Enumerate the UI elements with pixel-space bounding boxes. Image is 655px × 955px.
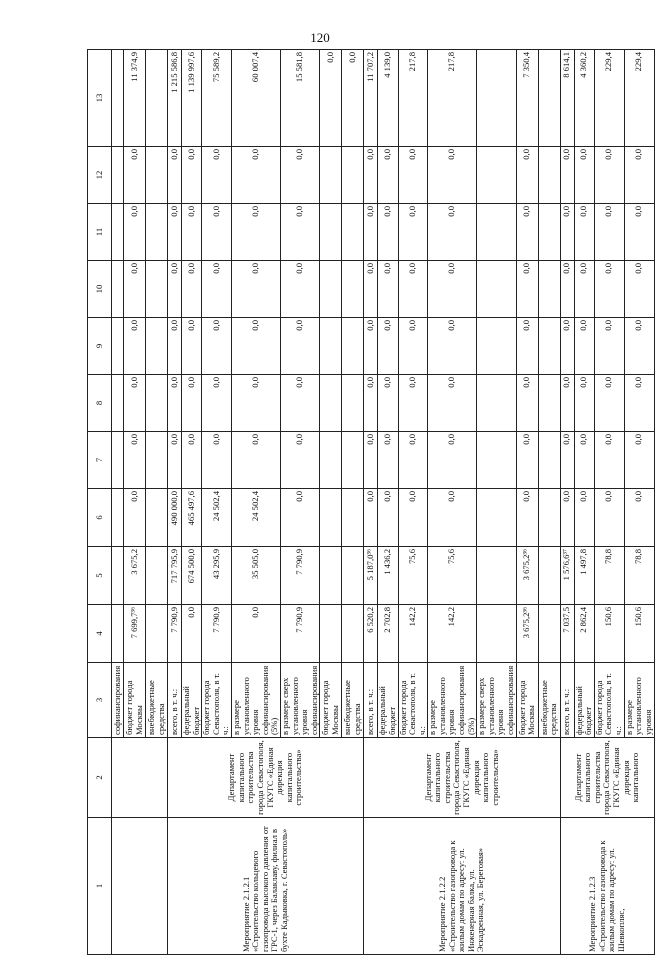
value-cell: 0,0: [168, 375, 182, 432]
value-cell: 35 505,0: [231, 547, 280, 605]
value-cell: 0,0: [378, 489, 398, 547]
value-cell: 0,0: [182, 375, 202, 432]
column-header-1: 1: [88, 818, 112, 955]
funding-source-label: федеральный бюджет: [574, 663, 594, 738]
value-cell: 0,0: [168, 432, 182, 489]
funding-source-label: бюджет города Москвы: [320, 663, 342, 738]
value-cell: 0,0: [364, 318, 378, 375]
value-cell: 11 374,9: [124, 50, 146, 147]
value-cell: 229,4: [624, 50, 654, 147]
value-cell: 3 675,2³⁶: [516, 547, 538, 605]
value-cell: [477, 204, 516, 261]
value-cell: 0,0: [594, 375, 624, 432]
value-cell: 0,0: [624, 489, 654, 547]
funding-source-label: бюджет города Севастополя, в т. ч.:: [398, 663, 428, 738]
funding-source-label: софинансирования: [112, 663, 124, 738]
value-cell: [320, 432, 342, 489]
value-cell: 7 037,5: [560, 605, 574, 663]
value-cell: 217,8: [398, 50, 428, 147]
value-cell: 0,0: [168, 318, 182, 375]
value-cell: 0,0: [124, 375, 146, 432]
value-cell: 0,0: [124, 261, 146, 318]
value-cell: 0,0: [574, 147, 594, 204]
value-cell: [320, 261, 342, 318]
value-cell: 1 436,2: [378, 547, 398, 605]
column-header-10: 10: [88, 261, 112, 318]
value-cell: 0,0: [231, 432, 280, 489]
value-cell: 0,0: [560, 375, 574, 432]
value-cell: [112, 547, 124, 605]
value-cell: [320, 204, 342, 261]
value-cell: [342, 204, 364, 261]
value-cell: 0,0: [231, 147, 280, 204]
value-cell: [477, 50, 516, 147]
value-cell: [477, 375, 516, 432]
value-cell: [112, 375, 124, 432]
value-cell: 150,6: [624, 605, 654, 663]
value-cell: [146, 318, 168, 375]
value-cell: 0,0: [202, 147, 232, 204]
value-cell: 0,0: [124, 204, 146, 261]
value-cell: 0,0: [182, 432, 202, 489]
value-cell: 142,2: [398, 605, 428, 663]
value-cell: [477, 147, 516, 204]
value-cell: 0,0: [428, 261, 477, 318]
value-cell: 0,0: [574, 432, 594, 489]
funding-source-label: внебюджетные средства: [146, 663, 168, 738]
column-header-3: 3: [88, 663, 112, 738]
value-cell: 0,0: [124, 489, 146, 547]
value-cell: 0,0: [594, 489, 624, 547]
value-cell: 0,0: [398, 489, 428, 547]
funding-source-label: бюджет города Севастополя, в т. ч.:: [594, 663, 624, 738]
value-cell: [146, 489, 168, 547]
value-cell: [112, 204, 124, 261]
funding-source-label: в размере установленного уровня софинансирования (5%): [428, 663, 477, 738]
value-cell: 0,0: [364, 489, 378, 547]
value-cell: [320, 547, 342, 605]
value-cell: 0,0: [398, 432, 428, 489]
column-header-12: 12: [88, 147, 112, 204]
value-cell: 0,0: [124, 318, 146, 375]
value-cell: 0,0: [428, 318, 477, 375]
value-cell: [538, 204, 560, 261]
value-cell: [146, 50, 168, 147]
value-cell: [342, 318, 364, 375]
value-cell: 0,0: [182, 318, 202, 375]
funding-source-label: в размере установленного уровня: [624, 663, 654, 738]
value-cell: 0,0: [560, 432, 574, 489]
value-cell: 0,0: [202, 204, 232, 261]
value-cell: [342, 605, 364, 663]
value-cell: 465 497,6: [182, 489, 202, 547]
table-row: [112, 50, 124, 955]
column-header-6: 6: [88, 489, 112, 547]
value-cell: 0,0: [124, 432, 146, 489]
funding-source-label: всего, в т. ч.:: [560, 663, 574, 738]
value-cell: [146, 147, 168, 204]
value-cell: 0,0: [624, 261, 654, 318]
value-cell: 1 215 586,8: [168, 50, 182, 147]
column-header-7: 7: [88, 432, 112, 489]
value-cell: [342, 147, 364, 204]
value-cell: 0,0: [398, 318, 428, 375]
value-cell: [477, 605, 516, 663]
value-cell: [146, 204, 168, 261]
value-cell: 0,0: [378, 375, 398, 432]
value-cell: 0,0: [594, 204, 624, 261]
table-row: [560, 50, 574, 955]
value-cell: 4 360,2: [574, 50, 594, 147]
value-cell: 0,0: [280, 432, 319, 489]
value-cell: [146, 605, 168, 663]
value-cell: 7 350,4: [516, 50, 538, 147]
value-cell: 0,0: [398, 204, 428, 261]
value-cell: 0,0: [398, 147, 428, 204]
value-cell: 0,0: [560, 261, 574, 318]
value-cell: 0,0: [202, 432, 232, 489]
object-name-cell: Мероприятие 2.1.2.1 «Строительство кольцевого газопровода высокого давления от ГРС-1, через Балаклаву, филиал в бухте Кадыковка, г. Севастополь»: [168, 818, 364, 955]
value-cell: [320, 318, 342, 375]
funding-source-label: в размере сверх установленного уровня софинансирования: [280, 663, 319, 738]
value-cell: 8 614,1: [560, 50, 574, 147]
value-cell: [342, 489, 364, 547]
funding-source-label: в размере сверх установленного уровня софинансирования: [477, 663, 516, 738]
value-cell: 0,0: [594, 147, 624, 204]
financing-table: [87, 49, 655, 955]
table-row: [364, 50, 378, 955]
value-cell: [146, 432, 168, 489]
funding-source-label: бюджет города Севастополя, в т. ч.:: [202, 663, 232, 738]
value-cell: 0,0: [560, 318, 574, 375]
funding-source-label: в размере установленного уровня софинансирования (5%): [231, 663, 280, 738]
value-cell: 142,2: [428, 605, 477, 663]
funding-source-label: внебюджетные средства: [538, 663, 560, 738]
value-cell: 0,0: [364, 432, 378, 489]
value-cell: [477, 261, 516, 318]
value-cell: 7 699,7³⁶: [124, 605, 146, 663]
value-cell: [538, 147, 560, 204]
value-cell: 0,0: [516, 375, 538, 432]
value-cell: 7 790,9: [202, 605, 232, 663]
value-cell: 3 675,2³⁶: [516, 605, 538, 663]
value-cell: [320, 489, 342, 547]
funding-source-label: федеральный бюджет: [378, 663, 398, 738]
value-cell: 4 139,0: [378, 50, 398, 147]
value-cell: [538, 261, 560, 318]
value-cell: 674 500,0: [182, 547, 202, 605]
value-cell: 0,0: [574, 318, 594, 375]
value-cell: [538, 375, 560, 432]
value-cell: 0,0: [231, 318, 280, 375]
value-cell: 490 000,0: [168, 489, 182, 547]
value-cell: 60 007,4: [231, 50, 280, 147]
value-cell: 3 675,2: [124, 547, 146, 605]
department-cell: Департамент капитального строительства города Севастополя, ГКУГС «Единая дирекция капитального строительства»: [168, 738, 364, 818]
funding-source-label: бюджет города Москвы: [516, 663, 538, 738]
value-cell: 0,0: [560, 489, 574, 547]
value-cell: [112, 318, 124, 375]
empty-object-cell: [112, 818, 168, 955]
value-cell: [342, 261, 364, 318]
empty-department-cell: [112, 738, 168, 818]
funding-source-label: федеральный бюджет: [182, 663, 202, 738]
value-cell: 0,0: [168, 204, 182, 261]
value-cell: [538, 318, 560, 375]
value-cell: 2 862,4: [574, 605, 594, 663]
value-cell: 7 790,9: [168, 605, 182, 663]
value-cell: 0,0: [280, 147, 319, 204]
value-cell: 0,0: [516, 489, 538, 547]
value-cell: 229,4: [594, 50, 624, 147]
value-cell: 0,0: [231, 605, 280, 663]
value-cell: 0,0: [594, 318, 624, 375]
value-cell: 0,0: [280, 261, 319, 318]
department-cell: Департамент капитального строительства города Севастополя, ГКУГС «Единая дирекция капитального: [560, 738, 654, 818]
value-cell: [342, 432, 364, 489]
value-cell: 0,0: [231, 375, 280, 432]
value-cell: 0,0: [560, 204, 574, 261]
value-cell: [320, 605, 342, 663]
value-cell: 7 790,9: [280, 605, 319, 663]
value-cell: 6 520,2: [364, 605, 378, 663]
funding-source-label: всего, в т. ч.:: [364, 663, 378, 738]
value-cell: 0,0: [364, 147, 378, 204]
value-cell: [538, 547, 560, 605]
value-cell: 75,6: [428, 547, 477, 605]
value-cell: 0,0: [182, 605, 202, 663]
value-cell: [538, 432, 560, 489]
value-cell: 24 502,4: [231, 489, 280, 547]
value-cell: 0,0: [624, 375, 654, 432]
value-cell: 43 295,9: [202, 547, 232, 605]
value-cell: 0,0: [364, 375, 378, 432]
value-cell: 0,0: [594, 261, 624, 318]
value-cell: 0,0: [280, 204, 319, 261]
value-cell: 0,0: [594, 432, 624, 489]
column-header-13: 13: [88, 50, 112, 147]
value-cell: [112, 261, 124, 318]
object-name-cell: Мероприятие 2.1.2.3 «Строительство газопровода к жилым домам по адресу: ул. Шевкопляс,: [560, 818, 654, 955]
value-cell: 0,0: [378, 261, 398, 318]
value-cell: [112, 605, 124, 663]
value-cell: [477, 432, 516, 489]
value-cell: 0,0: [378, 318, 398, 375]
value-cell: 0,0: [280, 318, 319, 375]
value-cell: 0,0: [182, 204, 202, 261]
value-cell: [342, 547, 364, 605]
value-cell: 15 581,8: [280, 50, 319, 147]
value-cell: 0,0: [182, 261, 202, 318]
value-cell: 0,0: [231, 204, 280, 261]
value-cell: 0,0: [202, 318, 232, 375]
value-cell: 0,0: [182, 147, 202, 204]
table-row: [168, 50, 182, 955]
object-name-cell: Мероприятие 2.1.2.2 «Строительство газопровода к жилым домам по адресу: ул. Инженерная балка, ул. Эскадренная, ул. Береговая»: [364, 818, 560, 955]
column-header-2: 2: [88, 738, 112, 818]
page-number: 120: [310, 30, 330, 45]
value-cell: 0,0: [516, 261, 538, 318]
value-cell: 0,0: [364, 261, 378, 318]
department-cell: Департамент капитального строительства города Севастополя, ГКУГС «Единая дирекция капитального строительства»: [364, 738, 560, 818]
funding-source-label: внебюджетные средства: [342, 663, 364, 738]
value-cell: 78,8: [594, 547, 624, 605]
value-cell: [112, 50, 124, 147]
value-cell: 217,8: [428, 50, 477, 147]
value-cell: 0,0: [231, 261, 280, 318]
value-cell: 0,0: [624, 147, 654, 204]
value-cell: [146, 375, 168, 432]
value-cell: 0,0: [398, 375, 428, 432]
value-cell: 0,0: [202, 375, 232, 432]
value-cell: 0,0: [624, 318, 654, 375]
value-cell: 0,0: [398, 261, 428, 318]
value-cell: [112, 147, 124, 204]
value-cell: 0,0: [428, 375, 477, 432]
value-cell: [112, 489, 124, 547]
value-cell: 0,0: [428, 204, 477, 261]
value-cell: 0,0: [428, 147, 477, 204]
value-cell: 0,0: [124, 147, 146, 204]
value-cell: 0,0: [202, 261, 232, 318]
value-cell: 0,0: [624, 432, 654, 489]
value-cell: 717 795,9: [168, 547, 182, 605]
value-cell: 5 187,0³⁶: [364, 547, 378, 605]
value-cell: 0,0: [574, 261, 594, 318]
value-cell: [477, 489, 516, 547]
value-cell: 0,0: [428, 489, 477, 547]
value-cell: 0,0: [378, 204, 398, 261]
value-cell: 0,0: [364, 204, 378, 261]
value-cell: 0,0: [280, 489, 319, 547]
value-cell: [146, 261, 168, 318]
column-header-4: 4: [88, 605, 112, 663]
value-cell: [146, 547, 168, 605]
value-cell: 0,0: [378, 432, 398, 489]
value-cell: [112, 432, 124, 489]
column-header-11: 11: [88, 204, 112, 261]
value-cell: 0,0: [428, 432, 477, 489]
value-cell: 75 589,2: [202, 50, 232, 147]
value-cell: 150,6: [594, 605, 624, 663]
value-cell: 1 139 997,6: [182, 50, 202, 147]
value-cell: 7 790,9: [280, 547, 319, 605]
column-header-8: 8: [88, 375, 112, 432]
value-cell: 0,0: [516, 204, 538, 261]
value-cell: 1 497,8: [574, 547, 594, 605]
value-cell: [538, 50, 560, 147]
value-cell: 0,0: [624, 204, 654, 261]
funding-source-label: всего, в т. ч.:: [168, 663, 182, 738]
value-cell: [538, 605, 560, 663]
column-number-row: [88, 50, 112, 955]
column-header-9: 9: [88, 318, 112, 375]
value-cell: 1 576,6³⁷: [560, 547, 574, 605]
value-cell: 0,0: [320, 50, 342, 147]
value-cell: [320, 147, 342, 204]
value-cell: [477, 547, 516, 605]
value-cell: 0,0: [342, 50, 364, 147]
value-cell: 0,0: [516, 432, 538, 489]
value-cell: 0,0: [168, 147, 182, 204]
value-cell: 0,0: [516, 318, 538, 375]
value-cell: 0,0: [574, 375, 594, 432]
value-cell: 2 702,8: [378, 605, 398, 663]
rotated-table-region: [87, 50, 653, 955]
value-cell: 11 707,2: [364, 50, 378, 147]
value-cell: 0,0: [516, 147, 538, 204]
value-cell: 24 502,4: [202, 489, 232, 547]
value-cell: [477, 318, 516, 375]
funding-source-label: бюджет города Москвы: [124, 663, 146, 738]
value-cell: [538, 489, 560, 547]
value-cell: 0,0: [378, 147, 398, 204]
value-cell: 0,0: [560, 147, 574, 204]
value-cell: 0,0: [574, 489, 594, 547]
value-cell: 75,6: [398, 547, 428, 605]
value-cell: [342, 375, 364, 432]
column-header-5: 5: [88, 547, 112, 605]
value-cell: 78,8: [624, 547, 654, 605]
value-cell: 0,0: [168, 261, 182, 318]
value-cell: 0,0: [280, 375, 319, 432]
value-cell: [320, 375, 342, 432]
value-cell: 0,0: [574, 204, 594, 261]
